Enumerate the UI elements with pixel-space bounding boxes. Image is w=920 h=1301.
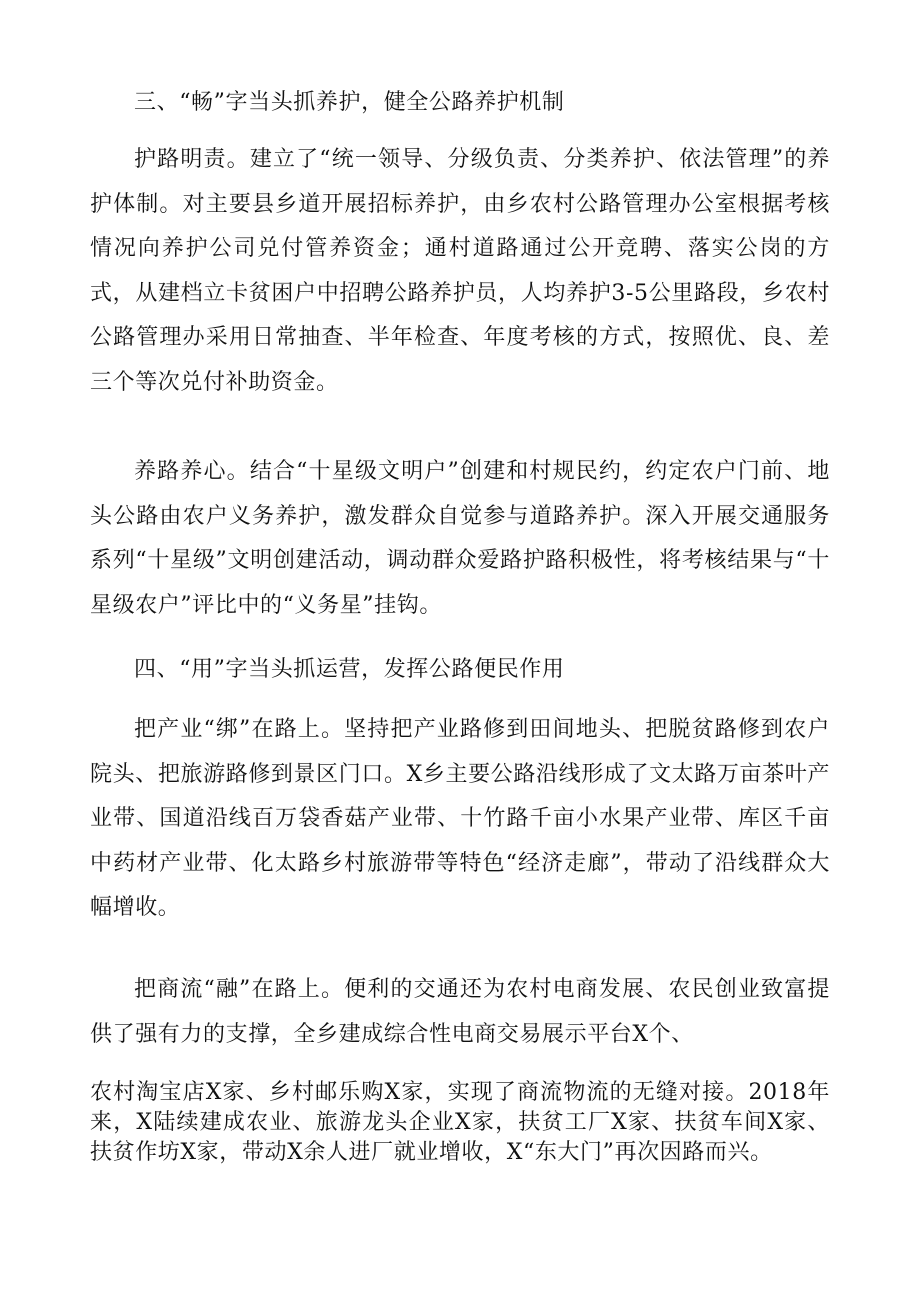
paragraph-industry: 把产业“绑”在路上。坚持把产业路修到田间地头、把脱贫路修到农户院头、把旅游路修到景区门口。X乡主要公路沿线形成了文太路万亩茶叶产业带、国道沿线百万袋香菇产业带、十竹路千亩小水果产业带、库区千亩中药材产业带、化太路乡村旅游带等特色“经济走廊”，带动了沿线群众大幅增收。 <box>90 717 830 920</box>
paragraph-commerce-continued: 农村淘宝店X家、乡村邮乐购X家，实现了商流物流的无缝对接。2018年来，X陆续建成农业、旅游龙头企业X家，扶贫工厂X家、扶贫车间X家、扶贫作坊X家，带动X余人进厂就业增收，X“东大门”再次因路而兴。 <box>90 1080 830 1165</box>
paragraph-road-maintenance: 养路养心。结合“十星级文明户”创建和村规民约，约定农户门前、地头公路由农户义务养护，激发群众自觉参与道路养护。深入开展交通服务系列“十星级”文明创建活动，调动群众爱路护路积极性，将考核结果与“十星级农户”评比中的“义务星”挂钩。 <box>90 459 830 618</box>
section-heading-3: 三、“畅”字当头抓养护，健全公路养护机制 <box>134 90 565 115</box>
paragraph-road-protection: 护路明责。建立了“统一领导、分级负责、分类养护、依法管理”的养护体制。对主要县乡道开展招标养护，由乡农村公路管理办公室根据考核情况向养护公司兑付管养资金；通村道路通过公开竞聘、落实公岗的方式，从建档立卡贫困户中招聘公路养护员，人均养护3-5公里路段，乡农村公路管理办采用日常抽查、半年检查、年度考核的方式，按照优、良、差三个等次兑付补助资金。 <box>90 147 830 395</box>
paragraph-commerce: 把商流“融”在路上。便利的交通还为农村电商发展、农民创业致富提供了强有力的支撑，全乡建成综合性电商交易展示平台X个、 <box>90 977 830 1047</box>
section-heading-4: 四、“用”字当头抓运营，发挥公路便民作用 <box>134 657 565 682</box>
